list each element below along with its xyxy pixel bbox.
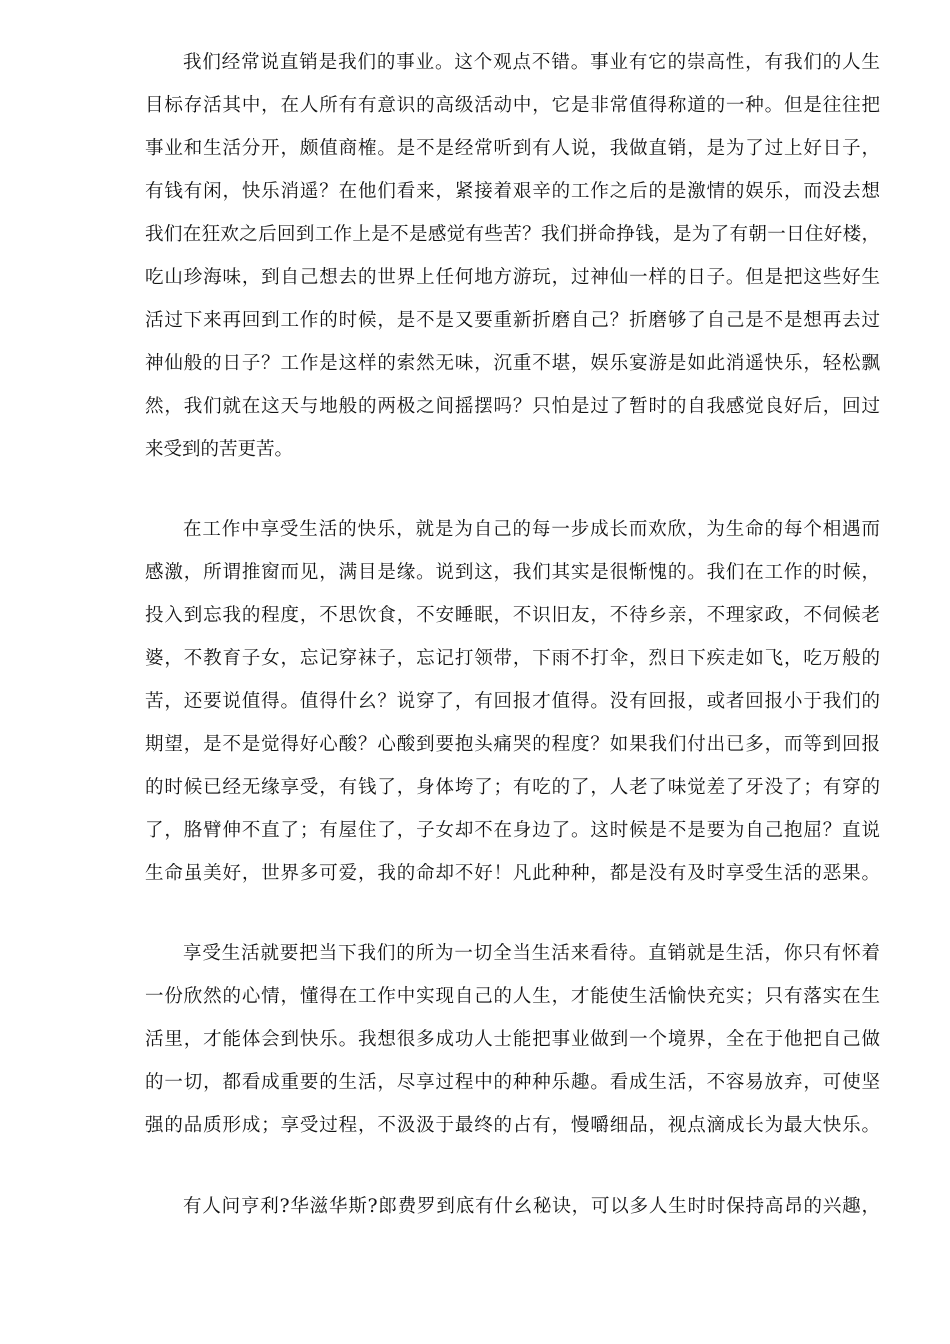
paragraph-1-line-9: 然，我们就在这天与地般的两极之间摇摆吗？只怕是过了暂时的自我感觉良好后，回过 xyxy=(145,396,880,417)
paragraph-1-line-1: 我们经常说直销是我们的事业。这个观点不错。事业有它的崇高性，有我们的人生 xyxy=(183,52,880,73)
paragraph-1-line-5: 我们在狂欢之后回到工作上是不是感觉有些苦？我们拼命挣钱，是为了有朝一日住好楼， xyxy=(145,224,880,245)
paragraph-2-line-7: 的时候已经无缘享受，有钱了，身体垮了；有吃的了，人老了味觉差了牙没了；有穿的 xyxy=(145,777,880,798)
paragraph-2-line-3: 投入到忘我的程度，不思饮食，不安睡眠，不识旧友，不待乡亲，不理家政，不伺候老 xyxy=(145,605,880,626)
paragraph-3-line-1: 享受生活就要把当下我们的所为一切全当生活来看待。直销就是生活，你只有怀着 xyxy=(183,943,880,964)
paragraph-1-line-6: 吃山珍海味，到自己想去的世界上任何地方游玩，过神仙一样的日子。但是把这些好生 xyxy=(145,267,880,288)
paragraph-2-line-8: 了，胳臂伸不直了；有屋住了，子女却不在身边了。这时候是不是要为自己抱屈？直说 xyxy=(145,820,880,841)
paragraph-3-line-4: 的一切，都看成重要的生活，尽享过程中的种种乐趣。看成生活，不容易放弃，可使坚 xyxy=(145,1072,880,1093)
paragraph-2-line-1: 在工作中享受生活的快乐，就是为自己的每一步成长而欢欣，为生命的每个相遇而 xyxy=(183,519,880,540)
paragraph-3-line-5: 强的品质形成；享受过程，不汲汲于最终的占有，慢嚼细品，视点滴成长为最大快乐。 xyxy=(145,1115,880,1136)
paragraph-2-line-9: 生命虽美好，世界多可爱，我的命却不好！凡此种种，都是没有及时享受生活的恶果。 xyxy=(145,863,880,884)
paragraph-1-line-4: 有钱有闲，快乐消遥？在他们看来，紧接着艰辛的工作之后的是激情的娱乐，而没去想 xyxy=(145,181,880,202)
paragraph-1-line-7: 活过下来再回到工作的时候，是不是又要重新折磨自己？折磨够了自己是不是想再去过 xyxy=(145,310,880,331)
paragraph-3-line-3: 活里，才能体会到快乐。我想很多成功人士能把事业做到一个境界，全在于他把自己做 xyxy=(145,1029,880,1050)
paragraph-2-line-5: 苦，还要说值得。值得什幺？说穿了，有回报才值得。没有回报，或者回报小于我们的 xyxy=(145,691,880,712)
paragraph-1-line-8: 神仙般的日子？工作是这样的索然无味，沉重不堪，娱乐宴游是如此消遥快乐，轻松飘 xyxy=(145,353,880,374)
paragraph-1-line-3: 事业和生活分开，颇值商榷。是不是经常听到有人说，我做直销，是为了过上好日子， xyxy=(145,138,880,159)
paragraph-3-line-2: 一份欣然的心情，懂得在工作中实现自己的人生，才能使生活愉快充实；只有落实在生 xyxy=(145,986,880,1007)
paragraph-1-line-10: 来受到的苦更苦。 xyxy=(145,439,294,460)
paragraph-4-line-1: 有人问亨利?华滋华斯?郎费罗到底有什幺秘诀，可以多人生时时保持高昂的兴趣， xyxy=(183,1196,880,1217)
paragraph-2-line-2: 感激，所谓推窗而见，满目是缘。说到这，我们其实是很惭愧的。我们在工作的时候， xyxy=(145,562,880,583)
paragraph-1-line-2: 目标存活其中，在人所有有意识的高级活动中，它是非常值得称道的一种。但是往往把 xyxy=(145,95,880,116)
paragraph-2-line-6: 期望，是不是觉得好心酸？心酸到要抱头痛哭的程度？如果我们付出已多，而等到回报 xyxy=(145,734,880,755)
paragraph-2-line-4: 婆，不教育子女，忘记穿袜子，忘记打领带，下雨不打伞，烈日下疾走如飞，吃万般的 xyxy=(145,648,880,669)
